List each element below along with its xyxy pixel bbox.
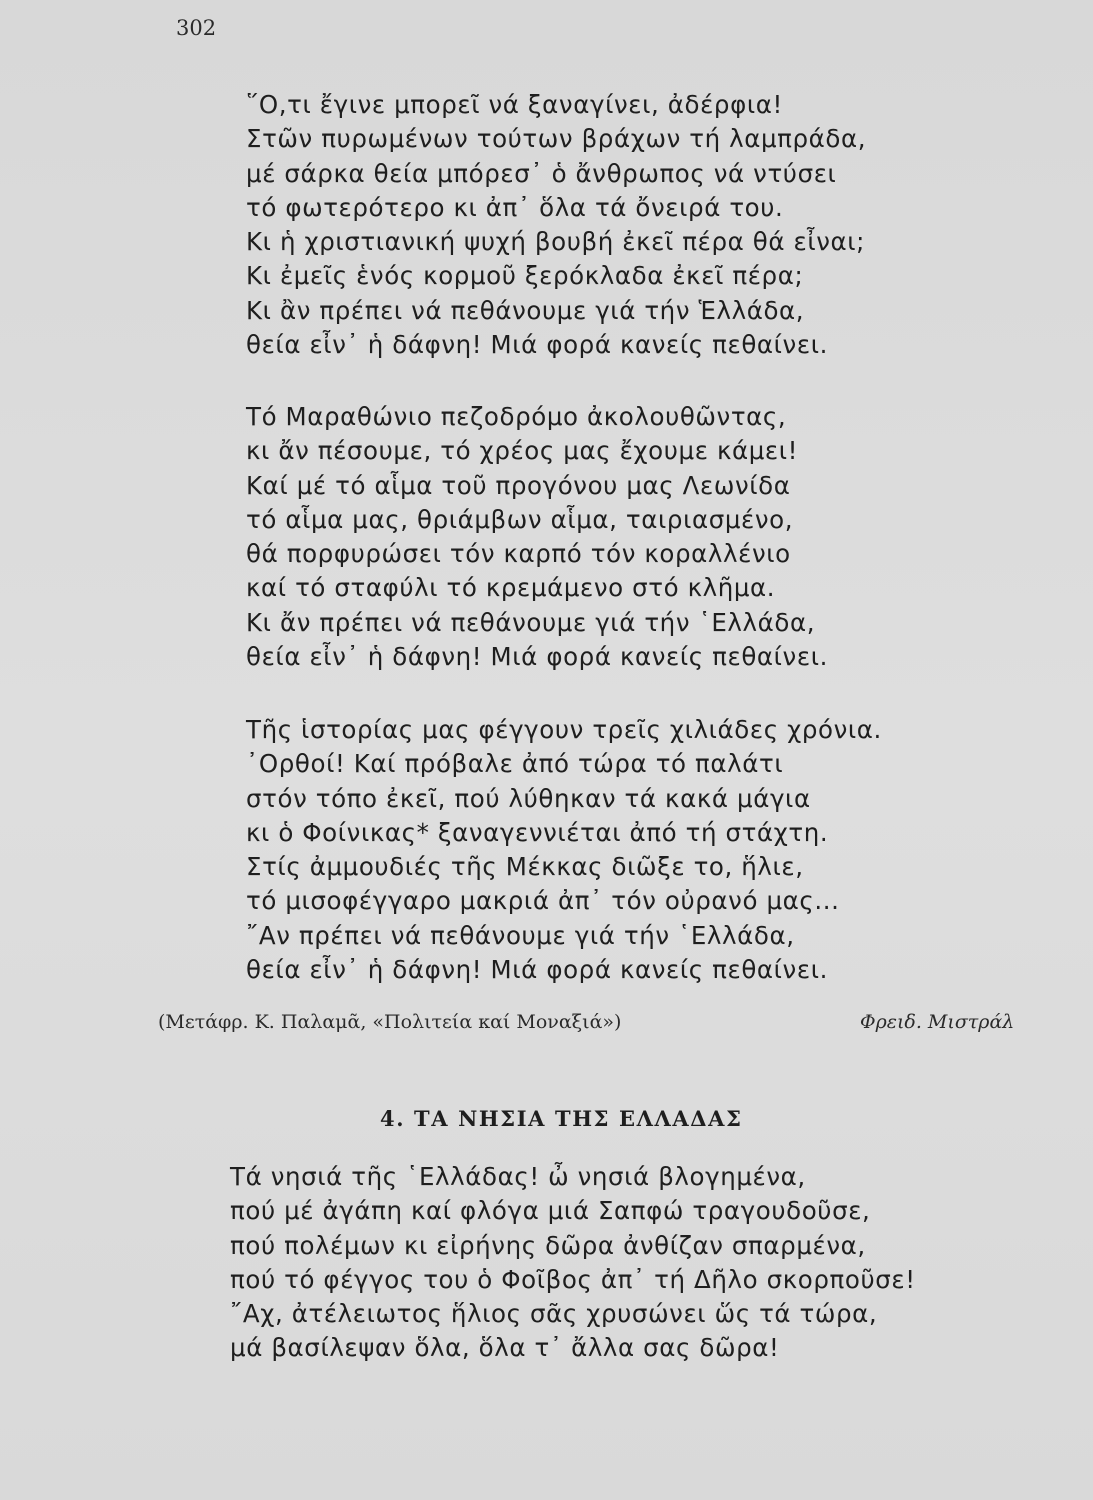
poem-line: καί τό σταφύλι τό κρεμάμενο στό κλῆμα.	[246, 573, 776, 603]
page-number: 302	[176, 16, 217, 40]
poem-line: τό μισοφέγγαρο μακριά ἀπ᾽ τόν οὐρανό μας...	[246, 886, 840, 916]
poem-line: ῞Ο,τι ἔγινε μπορεῖ νά ξαναγίνει, ἀδέρφια!	[246, 90, 783, 119]
poem-line: Κι ἄν πρέπει νά πεθάνουμε γιά τήν ῾Ελλάδα,	[246, 607, 816, 637]
poem-author: Φρειδ. Μιστράλ	[860, 1011, 1015, 1033]
poem-line: πού πολέμων κι εἰρήνης δῶρα ἀνθίζαν σπαρμένα,	[230, 1230, 866, 1260]
poem-line: θεία εἶν᾽ ἡ δάφνη! Μιά φορά κανείς πεθαίνει.	[246, 330, 828, 360]
poem-line: θεία εἶν᾽ ἡ δάφνη! Μιά φορά κανείς πεθαίνει.	[246, 955, 828, 985]
poem-line: τό φωτερότερο κι ἀπ᾽ ὅλα τά ὄνειρά του.	[246, 192, 784, 222]
poem2-stanza1	[230, 1160, 916, 1366]
poem1-stanza1	[246, 88, 866, 362]
poem-line: ῎Αχ, ἀτέλειωτος ἥλιος σᾶς χρυσώνει ὥς τά τώρα,	[230, 1299, 878, 1329]
poem-line: Καί μέ τό αἷμα τοῦ προγόνου μας Λεωνίδα	[246, 470, 791, 500]
poem-line: Τά νησιά τῆς ῾Ελλάδας! ὦ νησιά βλογημένα,	[230, 1162, 806, 1191]
poem-line: κι ὁ Φοίνικας* ξαναγεννιέται ἀπό τή στάχτη.	[246, 817, 829, 847]
translation-credit: (Μετάφρ. Κ. Παλαμᾶ, «Πολιτεία καί Μοναξιά»)	[158, 1011, 622, 1033]
poem-line: μέ σάρκα θεία μπόρεσ᾽ ὁ ἄνθρωπος νά ντύσει	[246, 158, 837, 188]
poem-line: Τό Μαραθώνιο πεζοδρόμο ἀκολουθῶντας,	[246, 402, 787, 431]
poem-line: μά βασίλεψαν ὅλα, ὅλα τ᾽ ἄλλα σας δῶρα!	[230, 1333, 780, 1363]
section-heading: 4. ΤΑ ΝΗΣΙΑ ΤΗΣ ΕΛΛΑΔΑΣ	[380, 1106, 743, 1131]
poem-line: Κι ἐμεῖς ἑνός κορμοῦ ξερόκλαδα ἐκεῖ πέρα;	[246, 261, 804, 291]
poem-line: πού μέ ἀγάπη καί φλόγα μιά Σαπφώ τραγουδοῦσε,	[230, 1196, 871, 1226]
poem-line: θεία εἶν᾽ ἡ δάφνη! Μιά φορά κανείς πεθαίνει.	[246, 642, 828, 672]
poem-line: τό αἷμα μας, θριάμβων αἷμα, ταιριασμένο,	[246, 504, 794, 534]
poem1-stanza3	[246, 713, 882, 987]
poem-line: ᾽Ορθοί! Καί πρόβαλε ἀπό τώρα τό παλάτι	[246, 749, 784, 779]
poem-line: Στίς ἀμμουδιές τῆς Μέκκας διῶξε το, ἥλιε,	[246, 852, 804, 882]
poem-line: ῎Αν πρέπει νά πεθάνουμε γιά τήν ῾Ελλάδα,	[246, 920, 795, 950]
poem-line: Τῆς ἱστορίας μας φέγγουν τρεῖς χιλιάδες χρόνια.	[246, 715, 882, 744]
poem-line: Στῶν πυρωμένων τούτων βράχων τή λαμπράδα,	[246, 124, 867, 154]
poem-line: Κι ἂν πρέπει νά πεθάνουμε γιά τήν Ἑλλάδα,	[246, 295, 805, 325]
poem-line: στόν τόπο ἐκεῖ, πού λύθηκαν τά κακά μάγια	[246, 783, 811, 813]
poem-line: κι ἄν πέσουμε, τό χρέος μας ἔχουμε κάμει!	[246, 436, 799, 466]
poem-line: Κι ἡ χριστιανική ψυχή βουβή ἐκεῖ πέρα θά εἶναι;	[246, 227, 865, 257]
poem1-stanza2	[246, 400, 828, 674]
poem-line: πού τό φέγγος του ὁ Φοῖβος ἀπ᾽ τή Δῆλο σκορποῦσε!	[230, 1264, 916, 1294]
poem-line: θά πορφυρώσει τόν καρπό τόν κοραλλένιο	[246, 539, 791, 569]
